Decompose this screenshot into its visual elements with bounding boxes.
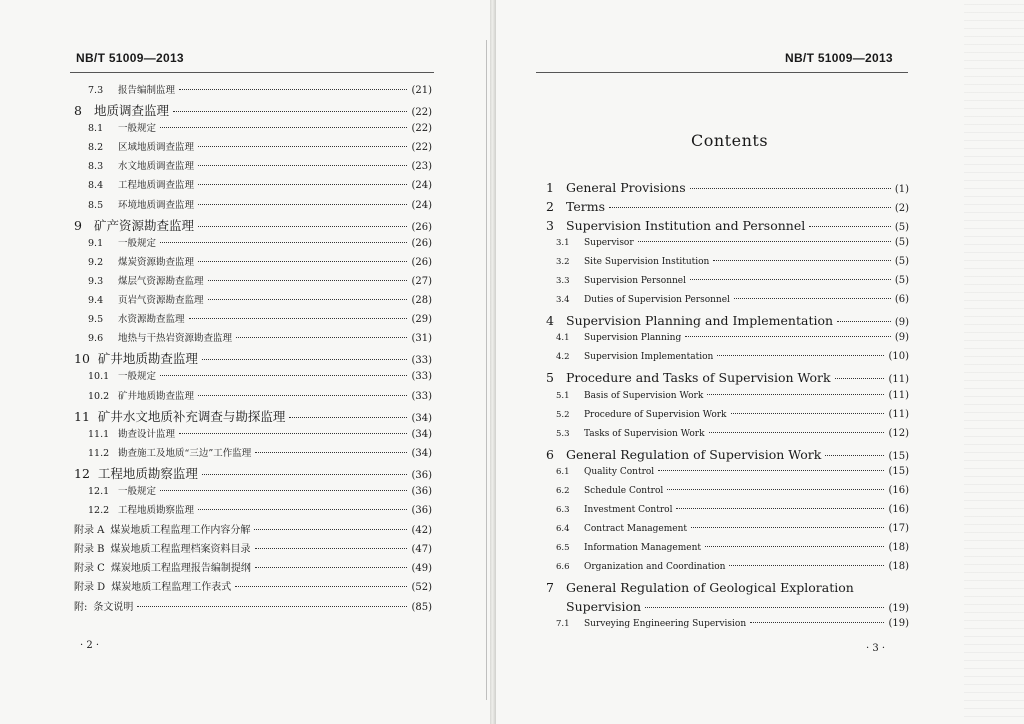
toc-entry	[546, 523, 909, 542]
toc-entry-title: 环境地质调查监理	[118, 199, 195, 211]
toc-entry-page: (26)	[411, 221, 432, 233]
toc-entry-title: 矿井地质勘查监理	[97, 351, 198, 367]
toc-entry-title: Supervision Implementation	[584, 352, 714, 363]
toc-entry-title: 一般规定	[118, 237, 157, 249]
toc-entry-number: 3	[546, 218, 554, 234]
toc-leader-dots	[734, 298, 891, 299]
toc-leader-dots	[255, 567, 408, 568]
right-page-header: NB/T 51009—2013	[785, 51, 893, 65]
toc-entry-title: 工程地质调查监理	[118, 180, 195, 192]
toc-entry-page: (11)	[888, 374, 909, 386]
toc-entry	[546, 332, 909, 351]
toc-entry	[546, 542, 909, 561]
toc-leader-dots	[198, 146, 407, 147]
toc-entry-page: (34)	[411, 447, 432, 459]
toc-entry-title: Information Management	[584, 542, 701, 553]
toc-entry	[546, 485, 909, 504]
toc-entry-title: Supervision Institution and Personnel	[566, 218, 806, 234]
toc-entry	[74, 158, 432, 177]
spine-shadow	[486, 40, 487, 700]
toc-entry-title: 工程地质勘察监理	[118, 505, 195, 517]
right-page	[496, 0, 1024, 724]
toc-entry-title: 一般规定	[118, 371, 157, 383]
toc-entry-number: 附录 B	[74, 544, 105, 556]
toc-entry-number: 8.5	[88, 199, 104, 211]
toc-entry	[74, 540, 432, 559]
toc-entry	[74, 598, 432, 617]
toc-leader-dots	[198, 165, 407, 166]
toc-entry-title: 地热与干热岩资源勘查监理	[118, 333, 233, 345]
toc-leader-dots	[202, 474, 408, 475]
left-page-header: NB/T 51009—2013	[76, 51, 184, 65]
toc-entry-title: 报告编制监理	[118, 85, 176, 96]
toc-entry	[74, 502, 432, 521]
toc-entry-page: (36)	[411, 505, 432, 517]
toc-leader-dots	[690, 188, 891, 189]
toc-entry-page: (31)	[411, 333, 432, 345]
toc-leader-dots	[202, 359, 408, 360]
toc-entry	[74, 368, 432, 387]
toc-entry-page: (16)	[888, 503, 909, 515]
toc-entry-number: 4.1	[556, 333, 570, 344]
toc-leader-dots	[179, 89, 407, 90]
toc-entry-page: (15)	[888, 450, 909, 462]
toc-entry	[546, 561, 909, 580]
toc-entry-title: Site Supervision Institution	[584, 257, 710, 268]
toc-leader-dots	[690, 279, 891, 280]
toc-leader-dots	[837, 321, 891, 322]
toc-leader-dots	[198, 226, 407, 227]
toc-entry-number: 1	[546, 180, 554, 195]
toc-entry-title: Supervision Planning	[584, 333, 682, 344]
toc-entry-number: 5	[546, 370, 554, 386]
toc-entry-number: 8.4	[88, 180, 104, 192]
toc-entry-number: 9.2	[88, 256, 104, 268]
toc-entry-number: 6.4	[556, 523, 570, 534]
toc-entry-page: (6)	[894, 294, 909, 306]
toc-leader-dots	[825, 455, 884, 456]
toc-entry-title: 一般规定	[118, 123, 157, 135]
toc-entry-page: (9)	[894, 317, 909, 329]
toc-entry-title: 煤层气资源勘查监理	[118, 275, 204, 287]
toc-entry-number: 附录 C	[74, 563, 105, 575]
toc-leader-dots	[235, 586, 407, 587]
toc-entry-page: (18)	[888, 560, 909, 572]
toc-leader-dots	[658, 470, 884, 471]
toc-entry-title: Supervision Personnel	[584, 276, 687, 287]
toc-entry-page: (23)	[411, 161, 432, 173]
toc-entry-number: 6.2	[556, 485, 570, 496]
toc-entry	[546, 580, 909, 599]
toc-entry-page: (5)	[894, 222, 909, 234]
toc-entry	[74, 559, 432, 578]
toc-entry-title: Supervisor	[584, 238, 634, 249]
left-header-rule	[70, 72, 434, 73]
toc-entry-page: (16)	[888, 484, 909, 496]
toc-entry-title: Duties of Supervision Personnel	[584, 295, 730, 306]
toc-leader-dots	[685, 336, 891, 337]
toc-entry-page: (22)	[411, 107, 432, 119]
toc-leader-dots	[179, 433, 407, 434]
toc-entry-number: 9.4	[88, 295, 104, 307]
toc-entry-number: 8.1	[88, 123, 104, 135]
toc-entry-title: General Provisions	[566, 180, 686, 195]
toc-entry-title: Terms	[566, 199, 606, 215]
toc-entry-page: (28)	[411, 295, 432, 307]
toc-entry-page: (52)	[411, 582, 432, 594]
toc-leader-dots	[137, 606, 407, 607]
toc-entry-number: 5.1	[556, 390, 570, 401]
toc-entry-title: 勘查施工及地质“三边”工作监理	[118, 447, 252, 459]
right-toc	[546, 180, 909, 637]
toc-leader-dots	[198, 204, 407, 205]
toc-entry	[546, 466, 909, 485]
left-toc	[74, 82, 432, 617]
toc-entry-number: 9.3	[88, 275, 104, 287]
toc-entry	[546, 313, 909, 332]
toc-entry-number: 11.2	[88, 447, 110, 459]
toc-entry-page: (42)	[411, 525, 432, 537]
toc-entry-number: 6.5	[556, 542, 570, 553]
toc-entry	[74, 254, 432, 273]
toc-entry-title: 煤炭资源勘查监理	[118, 256, 195, 268]
toc-leader-dots	[691, 527, 884, 528]
toc-entry-number: 8.3	[88, 161, 104, 173]
toc-leader-dots	[731, 413, 885, 414]
toc-entry-page: (12)	[888, 427, 909, 439]
toc-entry-number: 2	[546, 199, 554, 215]
toc-leader-dots	[208, 299, 408, 300]
toc-entry-title: 煤炭地质工程监理工作内容分解	[110, 525, 251, 537]
toc-entry	[546, 351, 909, 370]
toc-entry	[546, 409, 909, 428]
toc-entry-number: 9.1	[88, 237, 104, 249]
toc-leader-dots	[160, 490, 407, 491]
toc-entry	[74, 216, 432, 235]
toc-entry-title: General Regulation of Supervision Work	[566, 446, 822, 462]
toc-leader-dots	[198, 509, 407, 510]
right-header-rule	[536, 72, 908, 73]
toc-entry-title: 煤炭地质工程监理工作表式	[111, 582, 232, 594]
toc-entry-page: (36)	[411, 485, 432, 497]
toc-entry-number: 10.1	[88, 371, 110, 383]
toc-entry	[546, 504, 909, 523]
toc-entry	[546, 599, 909, 618]
toc-leader-dots	[160, 127, 407, 128]
toc-entry-page: (18)	[888, 541, 909, 553]
toc-entry-number: 10	[74, 351, 90, 367]
toc-leader-dots	[254, 529, 407, 530]
left-page	[0, 0, 490, 724]
toc-entry	[74, 349, 432, 368]
toc-entry-page: (34)	[411, 428, 432, 440]
toc-entry-title: Schedule Control	[584, 485, 664, 496]
toc-entry-number: 6.1	[556, 466, 570, 477]
toc-entry	[546, 428, 909, 447]
toc-entry-page: (19)	[888, 618, 909, 630]
toc-entry-page: (1)	[894, 184, 909, 195]
toc-leader-dots	[289, 417, 407, 418]
toc-leader-dots	[208, 280, 408, 281]
toc-entry	[74, 578, 432, 597]
toc-entry-title: Procedure of Supervision Work	[584, 409, 727, 420]
toc-entry-title: 矿井水文地质补充调查与勘探监理	[97, 408, 286, 424]
toc-entry-title: Surveying Engineering Supervision	[584, 619, 747, 630]
toc-entry-number: 3.4	[556, 295, 570, 306]
toc-entry-page: (24)	[411, 180, 432, 192]
toc-entry	[546, 237, 909, 256]
toc-entry-page: (21)	[411, 85, 432, 96]
toc-entry-number: 10.2	[88, 390, 110, 402]
toc-leader-dots	[709, 432, 885, 433]
toc-entry-number: 12	[74, 465, 90, 481]
toc-entry	[546, 294, 909, 313]
toc-entry	[546, 447, 909, 466]
toc-entry	[74, 521, 432, 540]
toc-leader-dots	[707, 394, 884, 395]
toc-entry-page: (9)	[894, 332, 909, 344]
toc-entry-title: 水资源勘查监理	[118, 314, 185, 326]
toc-leader-dots	[729, 565, 884, 566]
toc-entry	[74, 407, 432, 426]
toc-entry	[74, 483, 432, 502]
toc-entry-page: (26)	[411, 237, 432, 249]
toc-entry	[74, 101, 432, 120]
toc-entry-title: Investment Control	[584, 504, 673, 515]
toc-entry-title: Supervision Planning and Implementation	[566, 313, 834, 329]
toc-entry	[74, 120, 432, 139]
toc-leader-dots	[198, 184, 407, 185]
toc-entry	[546, 275, 909, 294]
toc-entry-title: 矿井地质勘查监理	[118, 390, 195, 402]
toc-leader-dots	[173, 111, 407, 112]
toc-entry-page: (33)	[411, 390, 432, 402]
toc-entry-page: (19)	[888, 603, 909, 615]
toc-entry-number: 7	[546, 579, 554, 595]
toc-entry-number: 7.3	[88, 85, 104, 96]
toc-entry-title: Quality Control	[584, 466, 655, 477]
toc-entry	[546, 180, 909, 199]
toc-entry-page: (26)	[411, 256, 432, 268]
toc-entry-number: 附录 A	[74, 525, 105, 537]
toc-entry-page: (33)	[411, 371, 432, 383]
toc-entry	[74, 426, 432, 445]
toc-entry-title: Organization and Coordination	[584, 561, 726, 572]
toc-entry-number: 6.6	[556, 561, 570, 572]
toc-entry	[74, 177, 432, 196]
toc-entry-page: (5)	[894, 275, 909, 287]
toc-entry-page: (27)	[411, 275, 432, 287]
toc-leader-dots	[609, 207, 891, 208]
toc-entry-number: 3.3	[556, 276, 570, 287]
toc-entry	[74, 82, 432, 101]
toc-entry	[546, 390, 909, 409]
toc-entry	[546, 218, 909, 237]
toc-entry-number: 8	[74, 103, 82, 119]
toc-entry-number: 12.2	[88, 505, 110, 517]
toc-entry-number: 6	[546, 446, 554, 462]
toc-entry-number: 12.1	[88, 485, 110, 497]
toc-entry-title: 区域地质调查监理	[118, 142, 195, 154]
toc-entry-number: 5.2	[556, 409, 570, 420]
left-page-number: · 2 ·	[80, 640, 100, 651]
toc-entry-page: (2)	[894, 203, 909, 215]
toc-entry-number: 9.5	[88, 314, 104, 326]
toc-entry-number: 附:	[74, 601, 88, 613]
toc-entry-page: (11)	[888, 389, 909, 401]
toc-entry-title: Tasks of Supervision Work	[584, 428, 705, 439]
toc-leader-dots	[198, 395, 407, 396]
toc-entry-number: 9	[74, 217, 82, 233]
toc-leader-dots	[705, 546, 884, 547]
toc-leader-dots	[713, 260, 891, 261]
toc-entry-number: 4.2	[556, 352, 570, 363]
toc-entry	[74, 197, 432, 216]
toc-leader-dots	[255, 452, 407, 453]
toc-leader-dots	[236, 337, 407, 338]
toc-entry	[546, 199, 909, 218]
toc-entry-number: 3.1	[556, 238, 570, 249]
toc-entry-title: 煤炭地质工程监理档案资料目录	[110, 544, 251, 556]
toc-leader-dots	[198, 261, 407, 262]
toc-entry	[546, 256, 909, 275]
toc-entry-number: 附录 D	[74, 582, 106, 594]
contents-title: Contents	[691, 131, 769, 150]
toc-entry-page: (22)	[411, 142, 432, 154]
toc-entry-title: Supervision	[566, 599, 642, 615]
toc-leader-dots	[160, 242, 407, 243]
toc-entry-page: (29)	[411, 314, 432, 326]
toc-entry-title: Basis of Supervision Work	[584, 390, 704, 401]
toc-entry-title: General Regulation of Geological Exploration	[566, 579, 854, 595]
toc-leader-dots	[809, 226, 891, 227]
toc-entry	[74, 273, 432, 292]
toc-entry-page: (47)	[411, 544, 432, 556]
toc-entry	[74, 464, 432, 483]
right-page-number: · 3 ·	[866, 643, 886, 654]
toc-entry-page: (49)	[411, 563, 432, 575]
toc-entry-number: 5.3	[556, 428, 570, 439]
toc-entry-page: (17)	[888, 522, 909, 534]
toc-entry-title: 一般规定	[118, 485, 157, 497]
toc-entry-number: 8.2	[88, 142, 104, 154]
toc-entry-title: 工程地质勘察监理	[97, 465, 198, 481]
toc-entry	[74, 311, 432, 330]
toc-entry	[74, 139, 432, 158]
toc-leader-dots	[160, 375, 407, 376]
toc-entry-number: 11	[74, 408, 90, 424]
toc-entry-number: 9.6	[88, 333, 104, 345]
toc-entry-page: (33)	[411, 355, 432, 367]
toc-entry-number: 7.1	[556, 619, 570, 630]
toc-leader-dots	[835, 378, 885, 379]
toc-entry-number: 11.1	[88, 428, 110, 440]
toc-entry-page: (11)	[888, 408, 909, 420]
toc-entry	[74, 292, 432, 311]
toc-leader-dots	[638, 241, 891, 242]
toc-entry-page: (24)	[411, 199, 432, 211]
toc-leader-dots	[645, 607, 884, 608]
toc-entry-page: (22)	[411, 123, 432, 135]
scan-edge-noise	[964, 0, 1024, 724]
toc-entry	[74, 235, 432, 254]
toc-entry-title: 水文地质调查监理	[118, 161, 195, 173]
toc-leader-dots	[676, 508, 884, 509]
toc-entry-number: 4	[546, 313, 554, 329]
toc-leader-dots	[255, 548, 408, 549]
toc-entry-title: Procedure and Tasks of Supervision Work	[566, 370, 831, 386]
toc-entry	[74, 330, 432, 349]
toc-entry-title: 条文说明	[93, 601, 134, 613]
toc-entry-number: 3.2	[556, 257, 570, 268]
toc-entry	[546, 370, 909, 389]
toc-entry-page: (34)	[411, 412, 432, 424]
toc-leader-dots	[667, 489, 884, 490]
toc-entry-page: (5)	[894, 237, 909, 249]
toc-entry	[74, 445, 432, 464]
toc-entry-number: 6.3	[556, 504, 570, 515]
toc-entry-title: Contract Management	[584, 523, 688, 534]
toc-entry-title: 煤炭地质工程监理报告编制提纲	[110, 563, 251, 575]
toc-leader-dots	[750, 622, 884, 623]
toc-entry-title: 页岩气资源勘查监理	[118, 295, 204, 307]
toc-entry-title: 矿产资源勘查监理	[94, 217, 195, 233]
toc-entry	[546, 618, 909, 637]
toc-entry-page: (10)	[888, 351, 909, 363]
toc-leader-dots	[717, 355, 884, 356]
toc-leader-dots	[189, 318, 408, 319]
toc-entry-page: (85)	[411, 601, 432, 613]
toc-entry-title: 地质调查监理	[94, 103, 170, 119]
toc-entry-page: (36)	[411, 469, 432, 481]
toc-entry-title: 勘查设计监理	[118, 428, 176, 440]
toc-entry-page: (5)	[894, 256, 909, 268]
toc-entry-page: (15)	[888, 465, 909, 477]
toc-entry	[74, 388, 432, 407]
